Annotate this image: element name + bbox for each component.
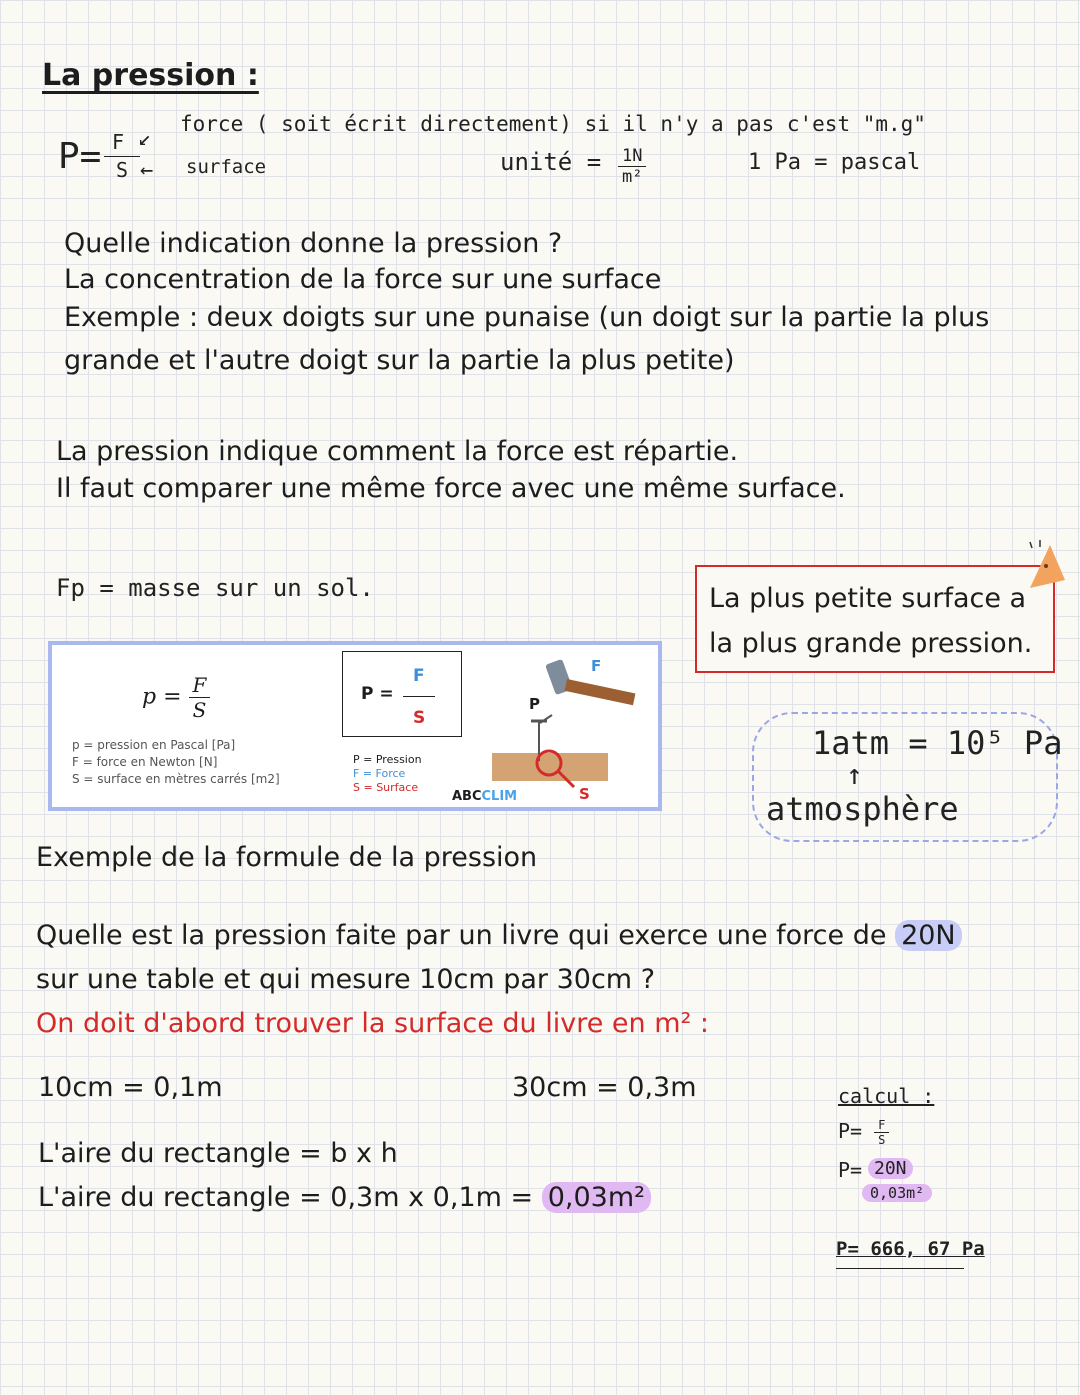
calcul-f: F [874,1118,889,1133]
question-1: Quelle indication donne la pression ? [64,228,563,259]
figure-box-legend [353,753,422,795]
figure-legend [72,737,280,788]
aire-line-1: L'aire du rectangle = b x h [38,1138,398,1169]
figure-caption: Exemple de la formule de la pression [36,842,538,873]
sticker-icon [1020,540,1070,590]
calcul-fraction [874,1118,889,1147]
pa-note: 1 Pa = pascal [748,150,921,175]
figure-fraction [189,673,211,722]
calcul-label: calcul : [838,1084,935,1108]
unite-num: 1N [618,146,646,167]
figure-p-eq: p = [142,684,182,710]
conversion-2: 30cm = 0,3m [512,1072,697,1103]
calcul-num: 20N [868,1158,913,1179]
unite-fraction [618,146,646,187]
figure-hammer-p: P [529,695,540,713]
calcul-formula [838,1118,889,1147]
figure-box-line [403,696,435,697]
unite-label: unité = [500,148,602,176]
key-fact-box [695,565,1055,673]
fp-note: Fp = masse sur un sol. [56,574,374,602]
figure-box-formula [342,651,462,737]
arrow-icon: ← [140,158,154,183]
atm-line: 1atm = 10⁵ Pa [812,724,1063,762]
unite-den: m² [622,167,643,187]
exemple-1-line-1: Exemple : deux doigts sur une punaise (un doigt sur la partie la plus [64,302,990,333]
force-note: force ( soit écrit directement) si il n'y a pas c'est "m.g" [180,112,926,136]
arrow-up-icon: ↑ [846,758,863,791]
figure-f: F [189,673,211,698]
aire-text: L'aire du rectangle = 0,3m x 0,1m = [38,1182,534,1213]
figure-formula [142,673,210,722]
indique-line-2: Il faut comparer une même force avec une même surface. [56,473,846,504]
key-fact-line-1: La plus petite surface a [709,583,1027,614]
question-2-line-2: sur une table et qui mesure 10cm par 30cm ? [36,964,656,995]
calcul-p: P= [838,1119,863,1143]
red-instruction: On doit d'abord trouver la surface du livre en m² : [36,1008,710,1039]
formula-figure [48,641,662,811]
figure-box-f: F [413,666,425,686]
answer-1: La concentration de la force sur une surface [64,264,662,295]
atm-word: atmosphère [766,790,959,828]
formula-f: F [112,130,125,154]
hammer-icon [482,649,642,799]
figure-legend-2: F = force en Newton [N] [72,755,218,769]
force-value-highlight: 20N [895,920,962,951]
figure-hammer-f: F [591,657,602,675]
surface-note: surface [186,156,267,178]
figure-hammer-s: S [579,785,590,803]
question-2-text: Quelle est la pression faite par un livre qui exerce une force de [36,920,887,951]
formula-p: P= [58,136,102,177]
question-2-line-1 [36,918,962,954]
figure-s: S [192,698,207,722]
calcul-double-underline [836,1268,964,1269]
aire-line-2 [38,1180,651,1216]
exemple-1-line-2: grande et l'autre doigt sur la partie la plus petite) [64,345,735,376]
formula-s: S [116,158,129,182]
figure-brand-b: CLIM [481,789,518,804]
figure-legend-1: p = pression en Pascal [Pa] [72,738,236,752]
figure-legend-3: S = surface en mètres carrés [m2] [72,772,280,786]
formula-fraction-line [104,156,140,157]
figure-box-s: S [413,708,426,728]
conversion-1: 10cm = 0,1m [38,1072,223,1103]
calcul-s: S [878,1133,886,1147]
figure-legend-s: S = Surface [353,781,419,794]
calcul-result: P= 666, 67 Pa [836,1238,985,1260]
page-title: La pression : [42,58,259,93]
figure-box-p: P = [361,684,394,704]
indique-line-1: La pression indique comment la force est répartie. [56,436,739,467]
figure-legend-f: F = Force [353,767,406,780]
calcul-substitution [838,1158,862,1182]
calcul-p2: P= [838,1158,863,1182]
calcul-den: 0,03m² [862,1184,932,1202]
key-fact-line-2: la plus grande pression. [709,627,1033,659]
arrow-icon: ↙ [138,126,152,151]
figure-legend-p: P = Pression [353,753,422,766]
aire-result-highlight: 0,03m² [542,1182,651,1213]
figure-brand-a: ABC [452,789,482,804]
